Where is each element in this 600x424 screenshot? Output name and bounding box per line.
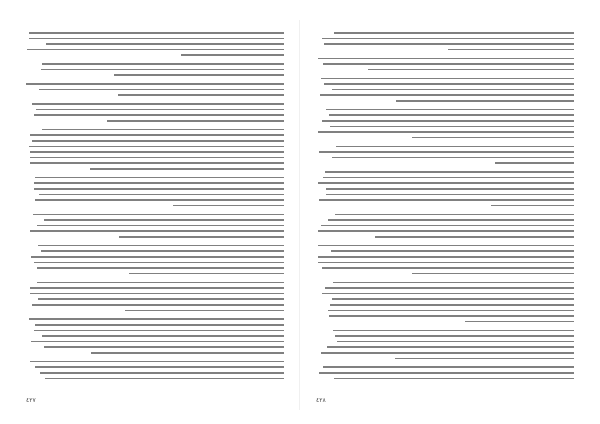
text-line bbox=[181, 54, 284, 56]
text-line bbox=[375, 236, 574, 238]
text-line bbox=[332, 89, 574, 91]
text-line bbox=[328, 310, 574, 312]
text-line bbox=[324, 43, 574, 45]
text-line bbox=[448, 49, 574, 51]
text-line bbox=[41, 69, 284, 71]
text-line bbox=[333, 330, 574, 332]
text-line bbox=[42, 63, 284, 65]
text-line bbox=[319, 199, 574, 201]
text-line bbox=[125, 310, 284, 312]
text-line bbox=[38, 245, 284, 247]
text-line bbox=[326, 194, 574, 196]
text-line bbox=[322, 120, 574, 122]
text-line bbox=[27, 49, 284, 51]
text-line bbox=[318, 262, 574, 264]
text-line bbox=[491, 205, 574, 207]
text-line bbox=[332, 157, 574, 159]
text-line bbox=[38, 298, 284, 300]
text-line bbox=[322, 293, 574, 295]
text-line bbox=[333, 282, 574, 284]
text-line bbox=[32, 140, 284, 142]
text-line bbox=[90, 168, 284, 170]
text-line bbox=[465, 321, 574, 323]
text-line bbox=[329, 114, 574, 116]
text-line bbox=[34, 114, 284, 116]
text-line bbox=[320, 94, 574, 96]
text-line bbox=[91, 352, 284, 354]
right-page-number: ٤٢٨ bbox=[316, 397, 326, 404]
text-line bbox=[327, 346, 574, 348]
text-line bbox=[322, 38, 574, 40]
text-line bbox=[325, 287, 574, 289]
text-line bbox=[30, 151, 284, 153]
text-line bbox=[330, 304, 574, 306]
text-line bbox=[30, 162, 284, 164]
text-line bbox=[331, 250, 574, 252]
text-line bbox=[29, 32, 284, 34]
text-line bbox=[368, 69, 574, 71]
text-line bbox=[118, 94, 284, 96]
text-line bbox=[29, 146, 284, 148]
text-line bbox=[30, 287, 284, 289]
text-line bbox=[318, 182, 574, 184]
left-page bbox=[26, 30, 284, 404]
text-line bbox=[412, 137, 574, 139]
text-line bbox=[119, 236, 284, 238]
text-line bbox=[329, 315, 574, 317]
text-line bbox=[318, 256, 574, 258]
text-line bbox=[395, 358, 574, 360]
text-line bbox=[325, 171, 574, 173]
text-line bbox=[30, 157, 284, 159]
left-page-text-block bbox=[26, 30, 284, 390]
text-line bbox=[323, 177, 574, 179]
text-line bbox=[42, 335, 284, 337]
text-line bbox=[30, 134, 284, 136]
text-line bbox=[44, 219, 284, 221]
text-line bbox=[318, 58, 574, 60]
text-line bbox=[41, 250, 285, 252]
text-line bbox=[336, 146, 574, 148]
text-line bbox=[321, 78, 574, 80]
text-line bbox=[26, 83, 284, 85]
text-line bbox=[42, 129, 284, 131]
text-line bbox=[321, 225, 574, 227]
text-line bbox=[29, 318, 284, 320]
text-line bbox=[35, 177, 284, 179]
text-line bbox=[37, 225, 284, 227]
text-line bbox=[322, 267, 574, 269]
gutter-divider bbox=[299, 20, 300, 410]
text-line bbox=[326, 188, 575, 190]
text-line bbox=[318, 131, 574, 133]
text-line bbox=[40, 372, 284, 374]
text-line bbox=[396, 100, 574, 102]
text-line bbox=[114, 74, 284, 76]
text-line bbox=[34, 262, 284, 264]
text-line bbox=[44, 346, 284, 348]
text-line bbox=[34, 330, 284, 332]
text-line bbox=[37, 282, 284, 284]
text-line bbox=[334, 32, 574, 34]
text-line bbox=[33, 214, 284, 216]
text-line bbox=[31, 256, 284, 258]
text-line bbox=[36, 109, 284, 111]
text-line bbox=[29, 38, 285, 40]
text-line bbox=[30, 361, 284, 363]
right-page bbox=[316, 30, 574, 404]
text-line bbox=[337, 341, 574, 343]
text-line bbox=[332, 298, 574, 300]
text-line bbox=[324, 83, 574, 85]
text-line bbox=[328, 219, 574, 221]
text-line bbox=[334, 378, 574, 380]
text-line bbox=[45, 378, 284, 380]
text-line bbox=[318, 245, 574, 247]
text-line bbox=[318, 230, 574, 232]
text-line bbox=[35, 199, 284, 201]
text-line bbox=[319, 151, 574, 153]
text-line bbox=[37, 267, 284, 269]
text-line bbox=[35, 366, 284, 368]
left-page-number: ٤٢٧ bbox=[26, 397, 36, 404]
text-line bbox=[495, 162, 574, 164]
text-line bbox=[335, 214, 574, 216]
text-line bbox=[321, 352, 574, 354]
text-line bbox=[335, 335, 574, 337]
text-line bbox=[34, 182, 284, 184]
text-line bbox=[326, 109, 574, 111]
text-line bbox=[34, 188, 284, 190]
text-line bbox=[330, 126, 574, 128]
text-line bbox=[323, 366, 574, 368]
text-line bbox=[412, 273, 574, 275]
right-page-text-block bbox=[316, 30, 574, 390]
text-line bbox=[173, 205, 284, 207]
text-line bbox=[129, 273, 284, 275]
text-line bbox=[32, 103, 284, 105]
text-line bbox=[31, 341, 284, 343]
text-line bbox=[107, 120, 284, 122]
text-line bbox=[319, 372, 574, 374]
text-line bbox=[30, 293, 284, 295]
text-line bbox=[35, 324, 284, 326]
text-line bbox=[39, 89, 284, 91]
text-line bbox=[323, 63, 574, 65]
text-line bbox=[32, 304, 284, 306]
text-line bbox=[46, 43, 284, 45]
text-line bbox=[39, 194, 284, 196]
text-line bbox=[30, 230, 284, 232]
